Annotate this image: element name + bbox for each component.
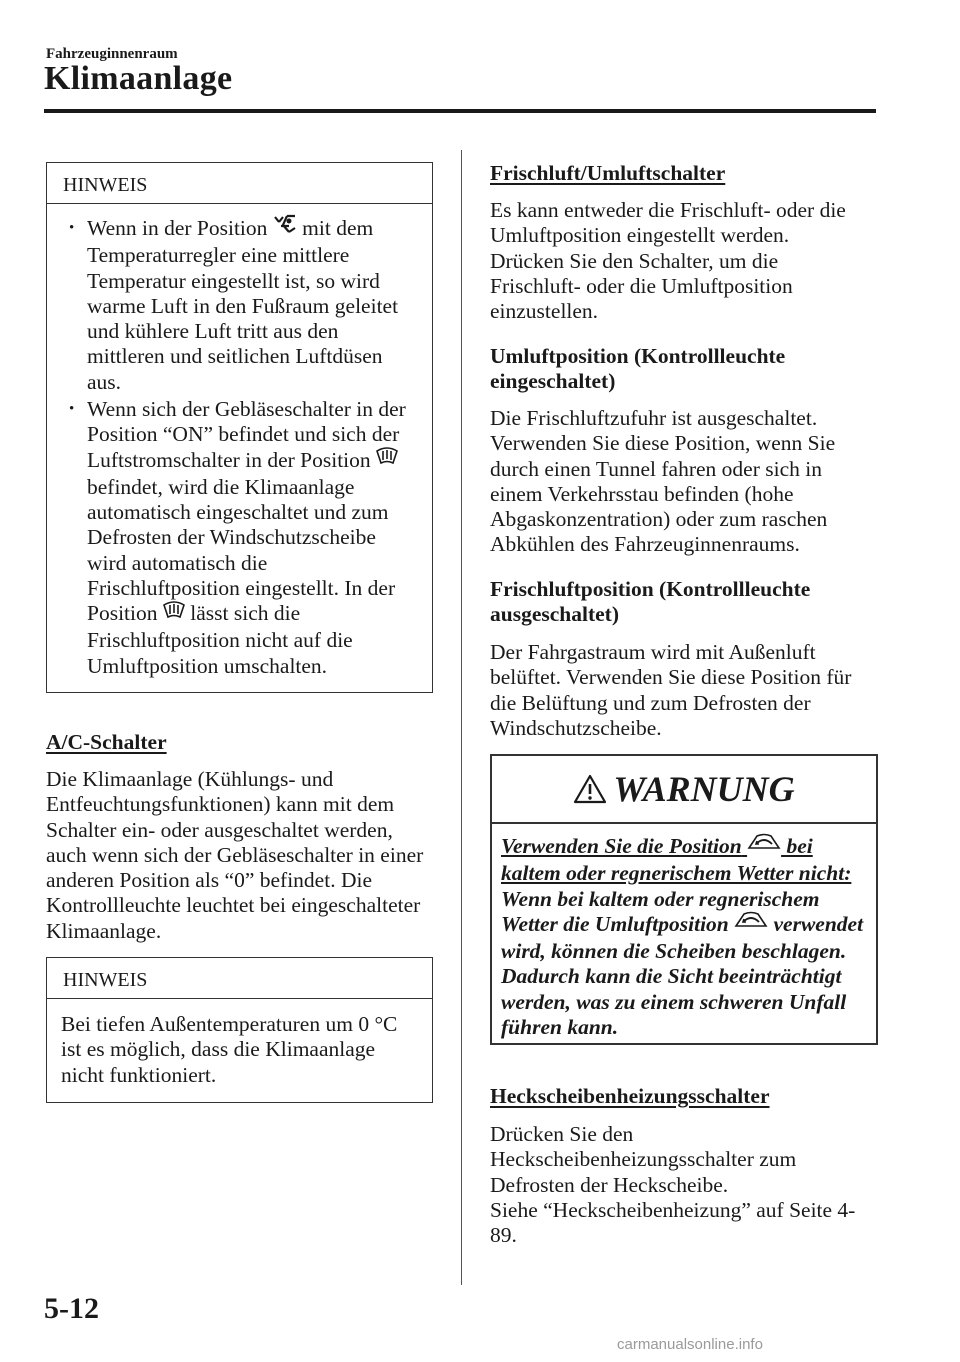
column-divider [461, 150, 462, 1285]
outside-air-text: Der Fahrgastraum wird mit Außenluft belüftet. Verwenden Sie diese Position für die Belüftung und zum Defrosten der Windschutzscheibe. [490, 640, 852, 740]
warning-triangle-icon [573, 774, 607, 804]
warning-body [492, 824, 876, 1050]
fresh-recirc-heading: Frischluft/Umluftschalter [490, 161, 726, 185]
windshield-defrost-icon [163, 599, 185, 625]
page-title: Klimaanlage [44, 60, 233, 97]
outside-air-heading: Frischluftposition (Kontrollleuchte ausgeschaltet) [490, 577, 811, 627]
footer-watermark: carmanualsonline.info [617, 1336, 763, 1353]
ac-switch-heading: A/C-Schalter [46, 730, 167, 754]
note-bullet-2: • Wenn sich der Gebläseschalter in der Position “ON” befindet und sich der Luftstromschalter in der Position befindet, wird die Klimaanlage automatisch eingeschaltet und zum Defrosten der Windschutzscheibe wird automatisch die Frischluftposition eingestellt. In der Position lässt sich die Frischluftposition nicht auf die Umluftposition umschalten. [61, 397, 418, 679]
rear-defrost-text: Drücken Sie den Heckscheibenheizungsschalter zum Defrosten der Heckscheibe. [490, 1122, 797, 1197]
warning-title: WARNUNG [613, 769, 795, 809]
warning-header [492, 756, 876, 824]
note-box-2 [46, 957, 433, 1103]
note-label: HINWEIS [47, 958, 432, 999]
floor-defrost-icon [273, 214, 297, 240]
fresh-recirc-text: Es kann entweder die Frischluft- oder die Umluftposition eingestellt werden. Drücken Sie den Schalter, um die Frischluft- oder die Umluftposition einzustellen. [490, 198, 846, 324]
recirc-heading: Umluftposition (Kontrollleuchte eingeschaltet) [490, 344, 786, 394]
rear-defrost-reference: Siehe “Heckscheibenheizung” auf Seite 4-89. [490, 1198, 856, 1248]
title-rule [44, 109, 876, 113]
note-box-1 [46, 162, 433, 693]
warning-box [490, 754, 878, 1045]
recirculation-icon [747, 832, 781, 858]
warning-text: Wenn bei kaltem oder regnerischem Wetter die Umluftposition verwendet wird, können die Scheiben beschlagen. Dadurch kann die Sicht beeinträchtigt werden, was zu einem schweren Unfall führen kann. [501, 886, 864, 1039]
page-number: 5-12 [44, 1292, 99, 1325]
note-label: HINWEIS [47, 163, 432, 204]
recirculation-icon [734, 910, 768, 936]
recirc-text: Die Frischluftzufuhr ist ausgeschaltet. Verwenden Sie diese Position, wenn Sie durch einen Tunnel fahren oder sich in einem Verkehrsstau befinden (hohe Abgaskonzentration) oder zum raschen Abkühlen des Fahrzeuginnenraums. [490, 406, 836, 557]
warning-lead: Verwenden Sie die Position bei kaltem oder regnerischem Wetter nicht: [501, 834, 851, 885]
note-body: Bei tiefen Außentemperaturen um 0 °C ist es möglich, dass die Klimaanlage nicht funktioniert. [61, 1012, 398, 1087]
ac-switch-text: Die Klimaanlage (Kühlungs- und Entfeuchtungsfunktionen) kann mit dem Schalter ein- oder ausgeschaltet werden, auch wenn sich der Gebläseschalter in einer anderen Position als “0” befindet. Die Kontrollleuchte leuchtet bei eingeschalteter Klimaanlage. [46, 767, 424, 943]
section-label: Fahrzeuginnenraum [46, 46, 178, 62]
note-bullet-1: • Wenn in der Position mit dem Temperaturregler eine mittlere Temperatur eingestellt ist, so wird warme Luft in den Fußraum geleitet und kühlere Luft tritt aus den mittleren und seitlichen Luftdüsen aus. [61, 216, 418, 395]
rear-defrost-heading: Heckscheibenheizungsschalter [490, 1084, 770, 1108]
windshield-defrost-icon [376, 445, 398, 471]
note-body [47, 204, 432, 689]
